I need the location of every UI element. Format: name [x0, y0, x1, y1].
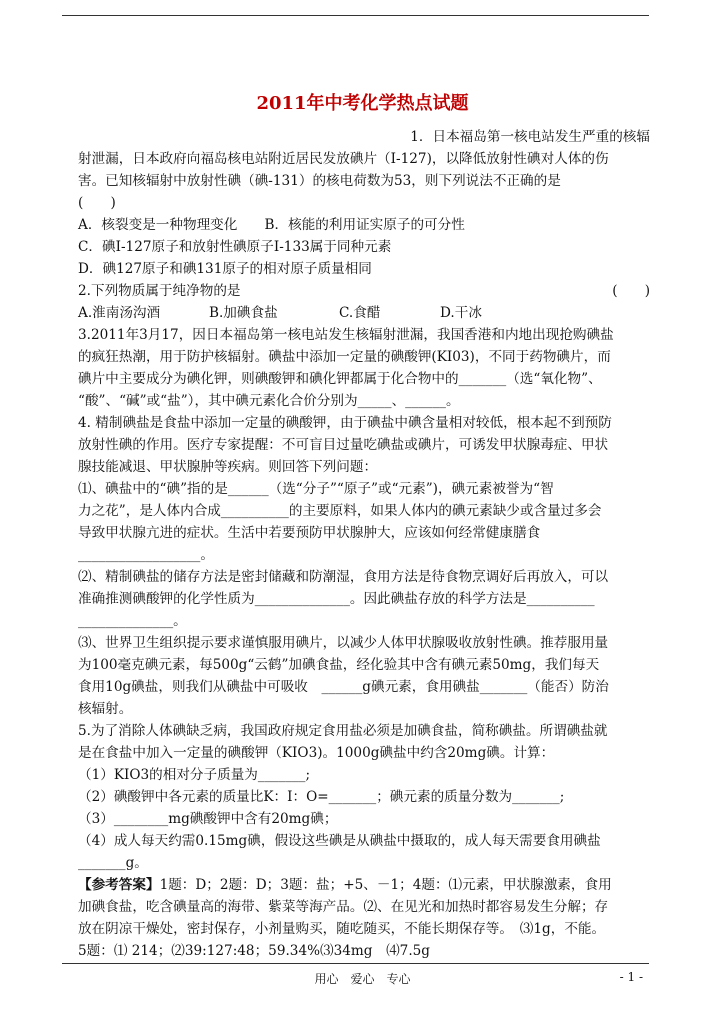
q2-answer-paren: ( ) [612, 283, 650, 299]
page-number: - 1 - [619, 970, 643, 984]
q1-line-2: 射泄漏，日本政府向福岛核电站附近居民发放碘片（I-127)，以降低放射性碘对人体的伤 [78, 151, 609, 167]
q2-option-a: A.淮南汤沟酒 [78, 305, 161, 321]
q4-3-line-3: 食用10g碘盐，则我们从碘盐中可吸收 ______g碘元素，食用碘盐_______（能否）防治 [78, 679, 609, 695]
q5-line-2: 是在食盐中加入一定量的碘酸钾（KIO3)。1000g碘盐中约含20mg碘。计算： [78, 745, 555, 761]
q4-1-line-4: __________________。 [78, 547, 214, 563]
q4-1-line-1: ⑴、碘盐中的“碘”指的是______（选“分子”“原子”或“元素”)，碘元素被誉为“智 [78, 481, 554, 497]
q4-2-line-1: ⑵、精制碘盐的储存方法是密封储藏和防潮湿，食用方法是待食物烹调好后再放入，可以 [78, 569, 609, 585]
q5-sub-4-line-2: _______g。 [78, 855, 148, 871]
q1-answer-paren: ( ) [78, 195, 116, 211]
q4-2-line-3: ______________。 [78, 613, 187, 629]
q2-stem [78, 280, 650, 302]
q4-2-line-2: 准确推测碘酸钾的化学性质为______________。因此碘盐存放的科学方法是__________ [78, 591, 595, 607]
footer-rule [62, 963, 649, 964]
answer-key-text: 1题：D；2题：D；3题：盐；+5、－1；4题：⑴元素，甲状腺激素，食用 [159, 877, 612, 893]
q4-3-line-1: ⑶、世界卫生组织提示要求谨慎服用碘片，以减少人体甲状腺吸收放射性碘。推荐服用量 [78, 635, 609, 651]
q4-1-line-3: 导致甲状腺亢进的症状。生活中若要预防甲状腺肿大，应该如何经常健康膳食 [78, 525, 541, 541]
q1-line-3: 害。已知核辐射中放射性碘（碘-131）的核电荷数为53，则下列说法不正确的是 [78, 173, 561, 189]
q3-line-2: 的疯狂热潮，用于防护核辐射。碘盐中添加一定量的碘酸钾(KI03)，不同于药物碘片，而 [78, 349, 611, 365]
answer-key-line-3: 放在阴凉干燥处，密封保存，小剂量购买，随吃随买，不能长期保存等。 ⑶1g，不能。 [78, 921, 606, 937]
q1-option-ab: A．核裂变是一种物理变化 B．核能的利用证实原子的可分性 [78, 217, 465, 233]
q5-sub-1: （1）KIO3的相对分子质量为_______; [78, 767, 311, 783]
page-title: 2011年中考化学热点试题 [256, 93, 469, 114]
q1-option-c: C．碘I-127原子和放射性碘原子I-133属于同种元素 [78, 239, 392, 255]
q2-option-c: C.食醋 [339, 305, 381, 321]
answer-key-line-1 [78, 874, 650, 896]
q3-line-4: “酸”、“碱”或“盐”），其中碘元素化合价分别为_____、______。 [78, 393, 460, 409]
q4-line-3: 腺技能减退、甲状腺肿等疾病。则回答下列问题： [78, 459, 378, 475]
q3-line-3: 碘片中主要成分为碘化钾，则碘酸钾和碘化钾都属于化合物中的_______（选“氧化物”、 [78, 371, 602, 387]
q1-line-1: 1．日本福岛第一核电站发生严重的核辐 [410, 129, 650, 145]
q3-line-1: 3.2011年3月17，因日本福岛第一核电站发生核辐射泄漏，我国香港和内地出现抢购碘盐 [78, 327, 614, 343]
q2-option-d: D.干冰 [440, 305, 482, 321]
q5-sub-4-line-1: （4）成人每天约需0.15mg碘，假设这些碘是从碘盐中摄取的，成人每天需要食用碘盐 [78, 833, 601, 849]
answer-key-label: 【参考答案】 [78, 877, 160, 893]
q4-3-line-2: 为100毫克碘元素，每500g“云鹤”加碘食盐，经化验其中含有碘元素50mg，我们每天 [78, 657, 600, 673]
q4-line-2: 放射性碘的作用。医疗专家提醒：不可盲目过量吃碘盐或碘片，可诱发甲状腺毒症、甲状 [78, 437, 609, 453]
answer-key-line-4: 5题：⑴ 214；⑵39:127:48；59.34%⑶34mg ⑷7.5g [78, 943, 431, 959]
q4-line-1: 4. 精制碘盐是食盐中添加一定量的碘酸钾，由于碘盐中碘含量相对较低，根本起不到预防 [78, 415, 612, 431]
header-rule [62, 15, 649, 16]
q2-text: 2.下列物质属于纯净物的是 [78, 283, 241, 299]
q4-1-line-2: 力之花”，是人体内合成__________的主要原料，如果人体内的碘元素缺少或含量过多会 [78, 503, 602, 519]
q2-options [78, 302, 650, 324]
q5-sub-3: （3）________mg碘酸钾中含有20mg碘； [78, 811, 338, 827]
answer-key-line-2: 加碘食盐，吃含碘量高的海带、紫菜等海产品。⑵、在见光和加热时都容易发生分解；存 [78, 899, 609, 915]
q5-sub-2: （2）碘酸钾中各元素的质量比K：I：O=_______；碘元素的质量分数为_______; [78, 789, 565, 805]
footer-slogan: 用心 爱心 专心 [314, 972, 411, 986]
q4-3-line-4: 核辐射。 [78, 701, 133, 717]
q2-option-b: B.加碘食盐 [209, 305, 278, 321]
q5-line-1: 5.为了消除人体碘缺乏病，我国政府规定食用盐必须是加碘食盐，简称碘盐。所谓碘盐就 [78, 723, 608, 739]
q1-option-d: D．碘127原子和碘131原子的相对原子质量相同 [78, 261, 372, 277]
